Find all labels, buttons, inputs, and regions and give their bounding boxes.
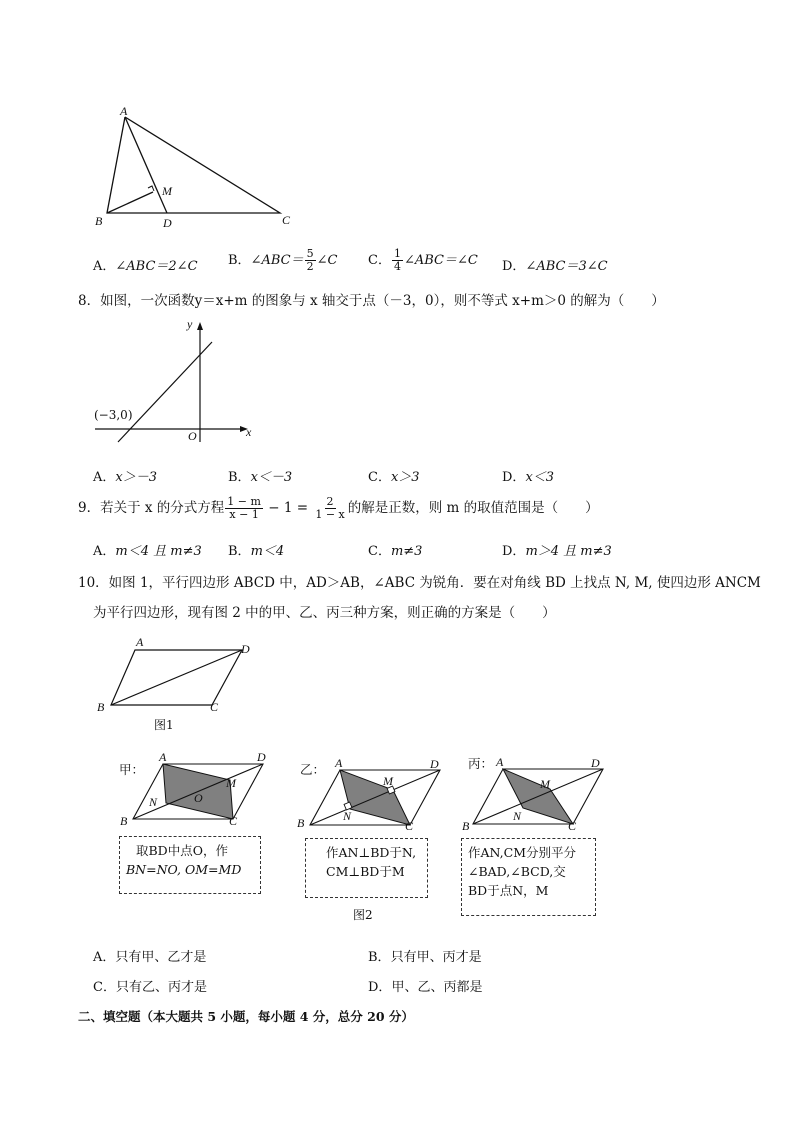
q8-y-axis-label: y <box>187 317 193 331</box>
q7-label-a: A <box>120 104 128 118</box>
q7-option-d[interactable]: D．∠ABC＝3∠C <box>502 259 608 274</box>
jia-label-d: D <box>257 750 266 764</box>
q7-option-b-fraction: $\frac{5}{2}$ <box>306 247 314 273</box>
scheme-bing-label: 丙： <box>468 756 494 771</box>
yi-label-c: C <box>405 819 414 833</box>
q7-option-c[interactable]: C． $\frac{1}{4}$ ∠ABC＝∠C <box>368 247 478 273</box>
q10-option-c[interactable]: C．只有乙、丙才是 <box>93 980 207 995</box>
jia-label-c: C <box>229 814 238 828</box>
fig1-label-d: D <box>241 642 250 656</box>
q8-stem: 8．如图，一次函数y＝x+m 的图象与 x 轴交于点（－3，0），则不等式 x+m＞0 的解为（ ） <box>78 293 665 309</box>
fig2-caption: 图2 <box>353 908 373 922</box>
q9-stem: 9．若关于 x 的分式方程 $\frac{1 - m}{x - 1}$ − 1 = $\frac{2}{1 - x}$ 的解是正数，则 m 的取值范围是（ ） <box>78 495 599 521</box>
q10-figure-1 <box>92 634 267 714</box>
q8-option-b[interactable]: B．x＜－3 <box>228 470 293 485</box>
q9-option-d[interactable]: D．m＞4 且 m≠3 <box>502 544 612 559</box>
yi-label-a: A <box>335 756 343 770</box>
scheme-jia-label: 甲： <box>119 762 145 777</box>
q7-option-c-fraction: $\frac{1}{4}$ <box>393 247 401 273</box>
q9-fraction-left: $\frac{1 - m}{x - 1}$ <box>227 495 261 521</box>
q8-option-a[interactable]: A．x＞－3 <box>93 470 157 485</box>
q9-fraction-right: $\frac{2}{1 - x}$ <box>315 495 345 521</box>
section-2-title: 二、填空题（本大题共 5 小题，每小题 4 分，总分 20 分） <box>78 1009 414 1024</box>
q10-option-d[interactable]: D．甲、乙、丙都是 <box>368 980 483 995</box>
q7-triangle-figure <box>90 100 310 235</box>
q7-label-b: B <box>95 214 103 228</box>
scheme-bing-box: 作AN,CM分别平分 ∠BAD,∠BCD,交 BD于点N，M <box>461 838 596 916</box>
scheme-bing-figure <box>458 751 618 833</box>
q8-graph <box>90 312 270 447</box>
scheme-jia-box: 取BD中点O，作 BN=NO, OM=MD <box>119 836 261 894</box>
q8-x-axis-label: x <box>246 425 252 439</box>
q7-option-a[interactable]: A．∠ABC＝2∠C <box>93 259 198 274</box>
yi-label-d: D <box>430 757 439 771</box>
q8-option-c[interactable]: C．x＞3 <box>368 470 420 485</box>
bing-label-b: B <box>462 819 470 833</box>
q7-label-c: C <box>282 213 291 227</box>
q10-stem-line1: 10．如图 1，平行四边形 ABCD 中，AD＞AB，∠ABC 为锐角．要在对角线 BD 上找点 N, M, 使四边形 ANCM <box>78 575 761 591</box>
scheme-jia-figure <box>118 748 278 830</box>
fig1-label-a: A <box>136 635 144 649</box>
q10-option-a[interactable]: A．只有甲、乙才是 <box>93 950 207 965</box>
jia-label-b: B <box>120 814 128 828</box>
q8-point-label: (−3,0) <box>94 408 133 422</box>
scheme-yi-box: 作AN⊥BD于N, CM⊥BD于M <box>305 838 428 898</box>
fig1-caption: 图1 <box>154 718 174 732</box>
bing-label-n: N <box>513 809 522 823</box>
q9-option-b[interactable]: B．m＜4 <box>228 544 285 559</box>
bing-label-d: D <box>591 756 600 770</box>
scheme-yi-label: 乙： <box>300 762 326 777</box>
yi-label-n: N <box>343 809 352 823</box>
q8-origin-label: O <box>188 429 197 443</box>
jia-label-o: O <box>194 791 203 805</box>
jia-label-m: M <box>226 776 236 790</box>
bing-label-m: M <box>540 777 550 791</box>
bing-label-a: A <box>496 755 504 769</box>
q8-option-d[interactable]: D．x＜3 <box>502 470 555 485</box>
q9-option-a[interactable]: A．m＜4 且 m≠3 <box>93 544 202 559</box>
fig1-label-b: B <box>97 700 105 714</box>
yi-label-b: B <box>297 816 305 830</box>
q10-option-b[interactable]: B．只有甲、丙才是 <box>368 950 482 965</box>
q7-label-m: M <box>162 184 172 198</box>
yi-label-m: M <box>383 774 393 788</box>
jia-label-a: A <box>159 750 167 764</box>
q7-label-d: D <box>163 216 172 230</box>
fig1-label-c: C <box>210 700 219 714</box>
jia-label-n: N <box>149 795 158 809</box>
scheme-yi-figure <box>295 752 455 834</box>
q7-option-b[interactable]: B．∠ABC＝ $\frac{5}{2}$ ∠C <box>228 247 338 273</box>
q9-option-c[interactable]: C．m≠3 <box>368 544 423 559</box>
bing-label-c: C <box>568 819 577 833</box>
q10-stem-line2: 为平行四边形，现有图 2 中的甲、乙、丙三种方案，则正确的方案是（ ） <box>93 605 556 621</box>
